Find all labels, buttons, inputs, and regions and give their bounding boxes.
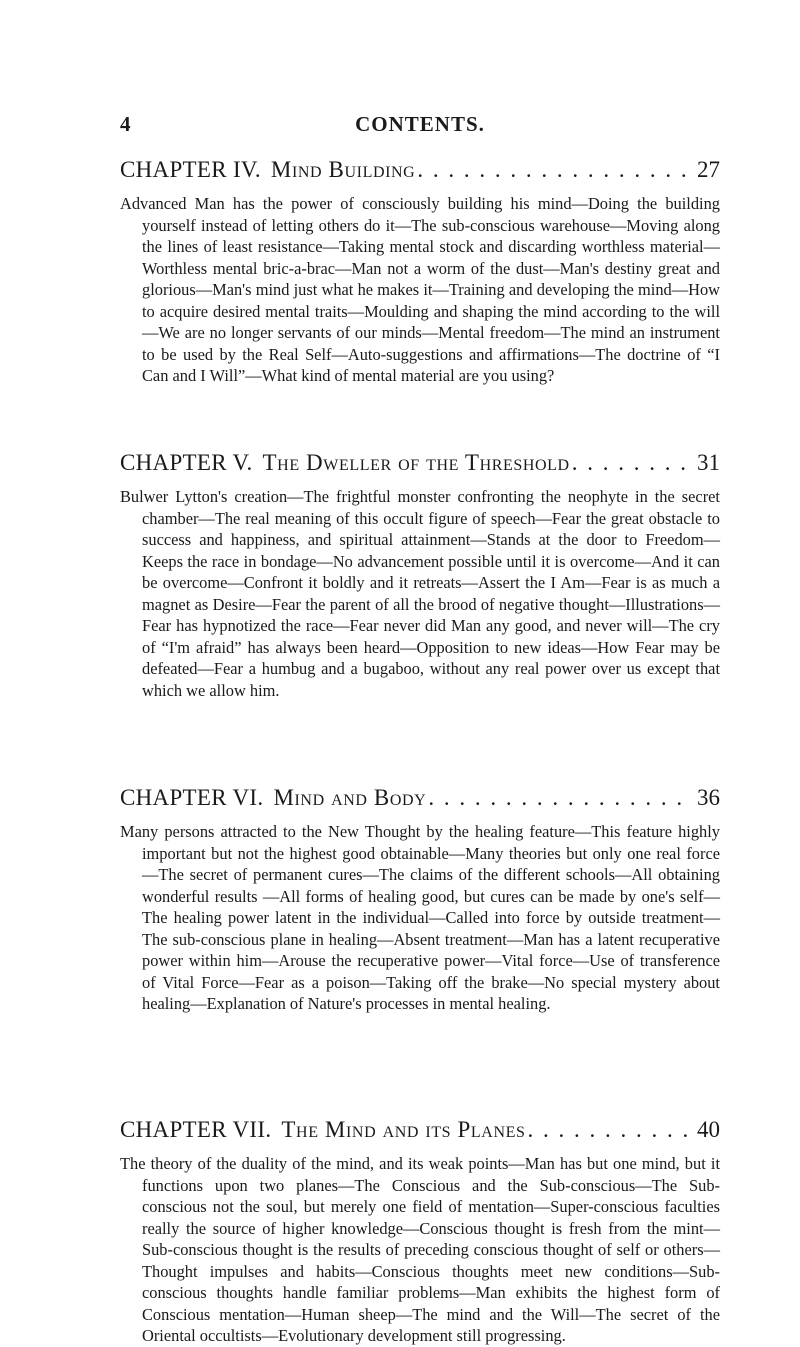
chapter-synopsis: The theory of the duality of the mind, and its weak points—Man has but one mind, but it functions upon two planes—The Conscious and the Sub-conscious—The Sub-conscious not the soul, but merely one field of mentation—Super-conscious faculties really the source of higher knowledge—Conscious thought is fresh from the mint—Sub-conscious thought is the results of preceding conscious thought of self or others—Thought impulses and habits—Conscious thoughts meet new conditions—Sub-conscious thoughts handle familiar problems—Man exhibits the highest form of Conscious mentation—Human sheep—The mind and the Will—The secret of the Oriental occultists—Evolutionary development still progressing. — [120, 1154, 720, 1345]
chapter-synopsis: Bulwer Lytton's creation—The frightful monster confronting the neophyte in the secret chamber—The real meaning of this occult figure of speech—Fear the great obstacle to success and happiness, and spiritual attainment—Stands at the door to Freedom—Keeps the race in bondage—No advancement possible until it is overcome—And it can be overcome—Confront it boldly and it retreats—Assert the I Am—Fear is as much a magnet as Desire—Fear the parent of all the brood of negative thought—Illustrations—Fear has hypnotized the race—Fear never did Man any good, and never will—The cry of “I'm afraid” has always been heard—Opposition to new ideas—How Fear may be defeated—Fear a humbug and a bugaboo, without any real power over us except that which we allow him. — [120, 487, 720, 700]
chapter-page-number: 31 — [697, 450, 720, 475]
chapter-page-number: 40 — [697, 1117, 720, 1142]
chapter-label: CHAPTER V. — [120, 450, 253, 475]
chapter-entry-vi — [120, 783, 720, 1015]
chapter-heading — [120, 783, 720, 813]
chapter-label: CHAPTER VII. — [120, 1117, 272, 1142]
running-head — [120, 112, 720, 138]
chapter-label: CHAPTER IV. — [120, 157, 261, 182]
chapter-entry-iv — [120, 155, 720, 387]
chapter-label: CHAPTER VI. — [120, 785, 264, 810]
chapter-page-number: 36 — [697, 785, 720, 810]
running-title: CONTENTS. — [355, 112, 485, 136]
dot-leader — [572, 448, 688, 478]
chapter-entry-vii — [120, 1115, 720, 1347]
chapter-synopsis: Many persons attracted to the New Thought by the healing feature—This feature highly important but not the highest good obtainable—Many theories but only one real force—The secret of permanent cures—The claims of the different schools—All obtaining wonderful results —All forms of healing good, but cures can be made by one's self—The healing power latent in the individual—Called into force by outside treatment—The sub-conscious plane in healing—Absent treatment—Man has a latent recuperative power within him—Arouse the recuperative power—Vital force—Use of transference of Vital Force—Fear as a poison—Taking off the brake—No special mystery about healing—Explanation of Nature's processes in mental healing. — [120, 822, 720, 1013]
chapter-title: Mind and Body — [273, 785, 427, 810]
page-number: 4 — [120, 112, 131, 136]
chapter-page-number: 27 — [697, 157, 720, 182]
chapter-title: The Dweller of the Threshold — [262, 450, 570, 475]
chapter-title: The Mind and its Planes — [281, 1117, 526, 1142]
dot-leader — [428, 783, 688, 813]
chapter-synopsis: Advanced Man has the power of consciously building his mind—Doing the building yourself instead of letting others do it—The sub-conscious warehouse—Moving along the lines of least resistance—Taking mental stock and discarding worthless material—Worthless mental bric-a-brac—Man not a worm of the dust—Man's destiny great and glorious—Man's mind just what he makes it—Training and developing the mind—How to acquire desired mental traits—Moulding and shaping the mind according to the will—We are no longer servants of our minds—Mental freedom—The mind an instrument to be used by the Real Self—Auto-suggestions and affirmations—The doctrine of “I Can and I Will”—What kind of mental material are you using? — [120, 194, 720, 385]
dot-leader — [527, 1115, 688, 1145]
chapter-title: Mind Building — [270, 157, 416, 182]
chapter-entry-v — [120, 448, 720, 701]
chapter-heading — [120, 155, 720, 185]
chapter-heading — [120, 448, 720, 478]
chapter-heading — [120, 1115, 720, 1145]
dot-leader — [417, 155, 688, 185]
